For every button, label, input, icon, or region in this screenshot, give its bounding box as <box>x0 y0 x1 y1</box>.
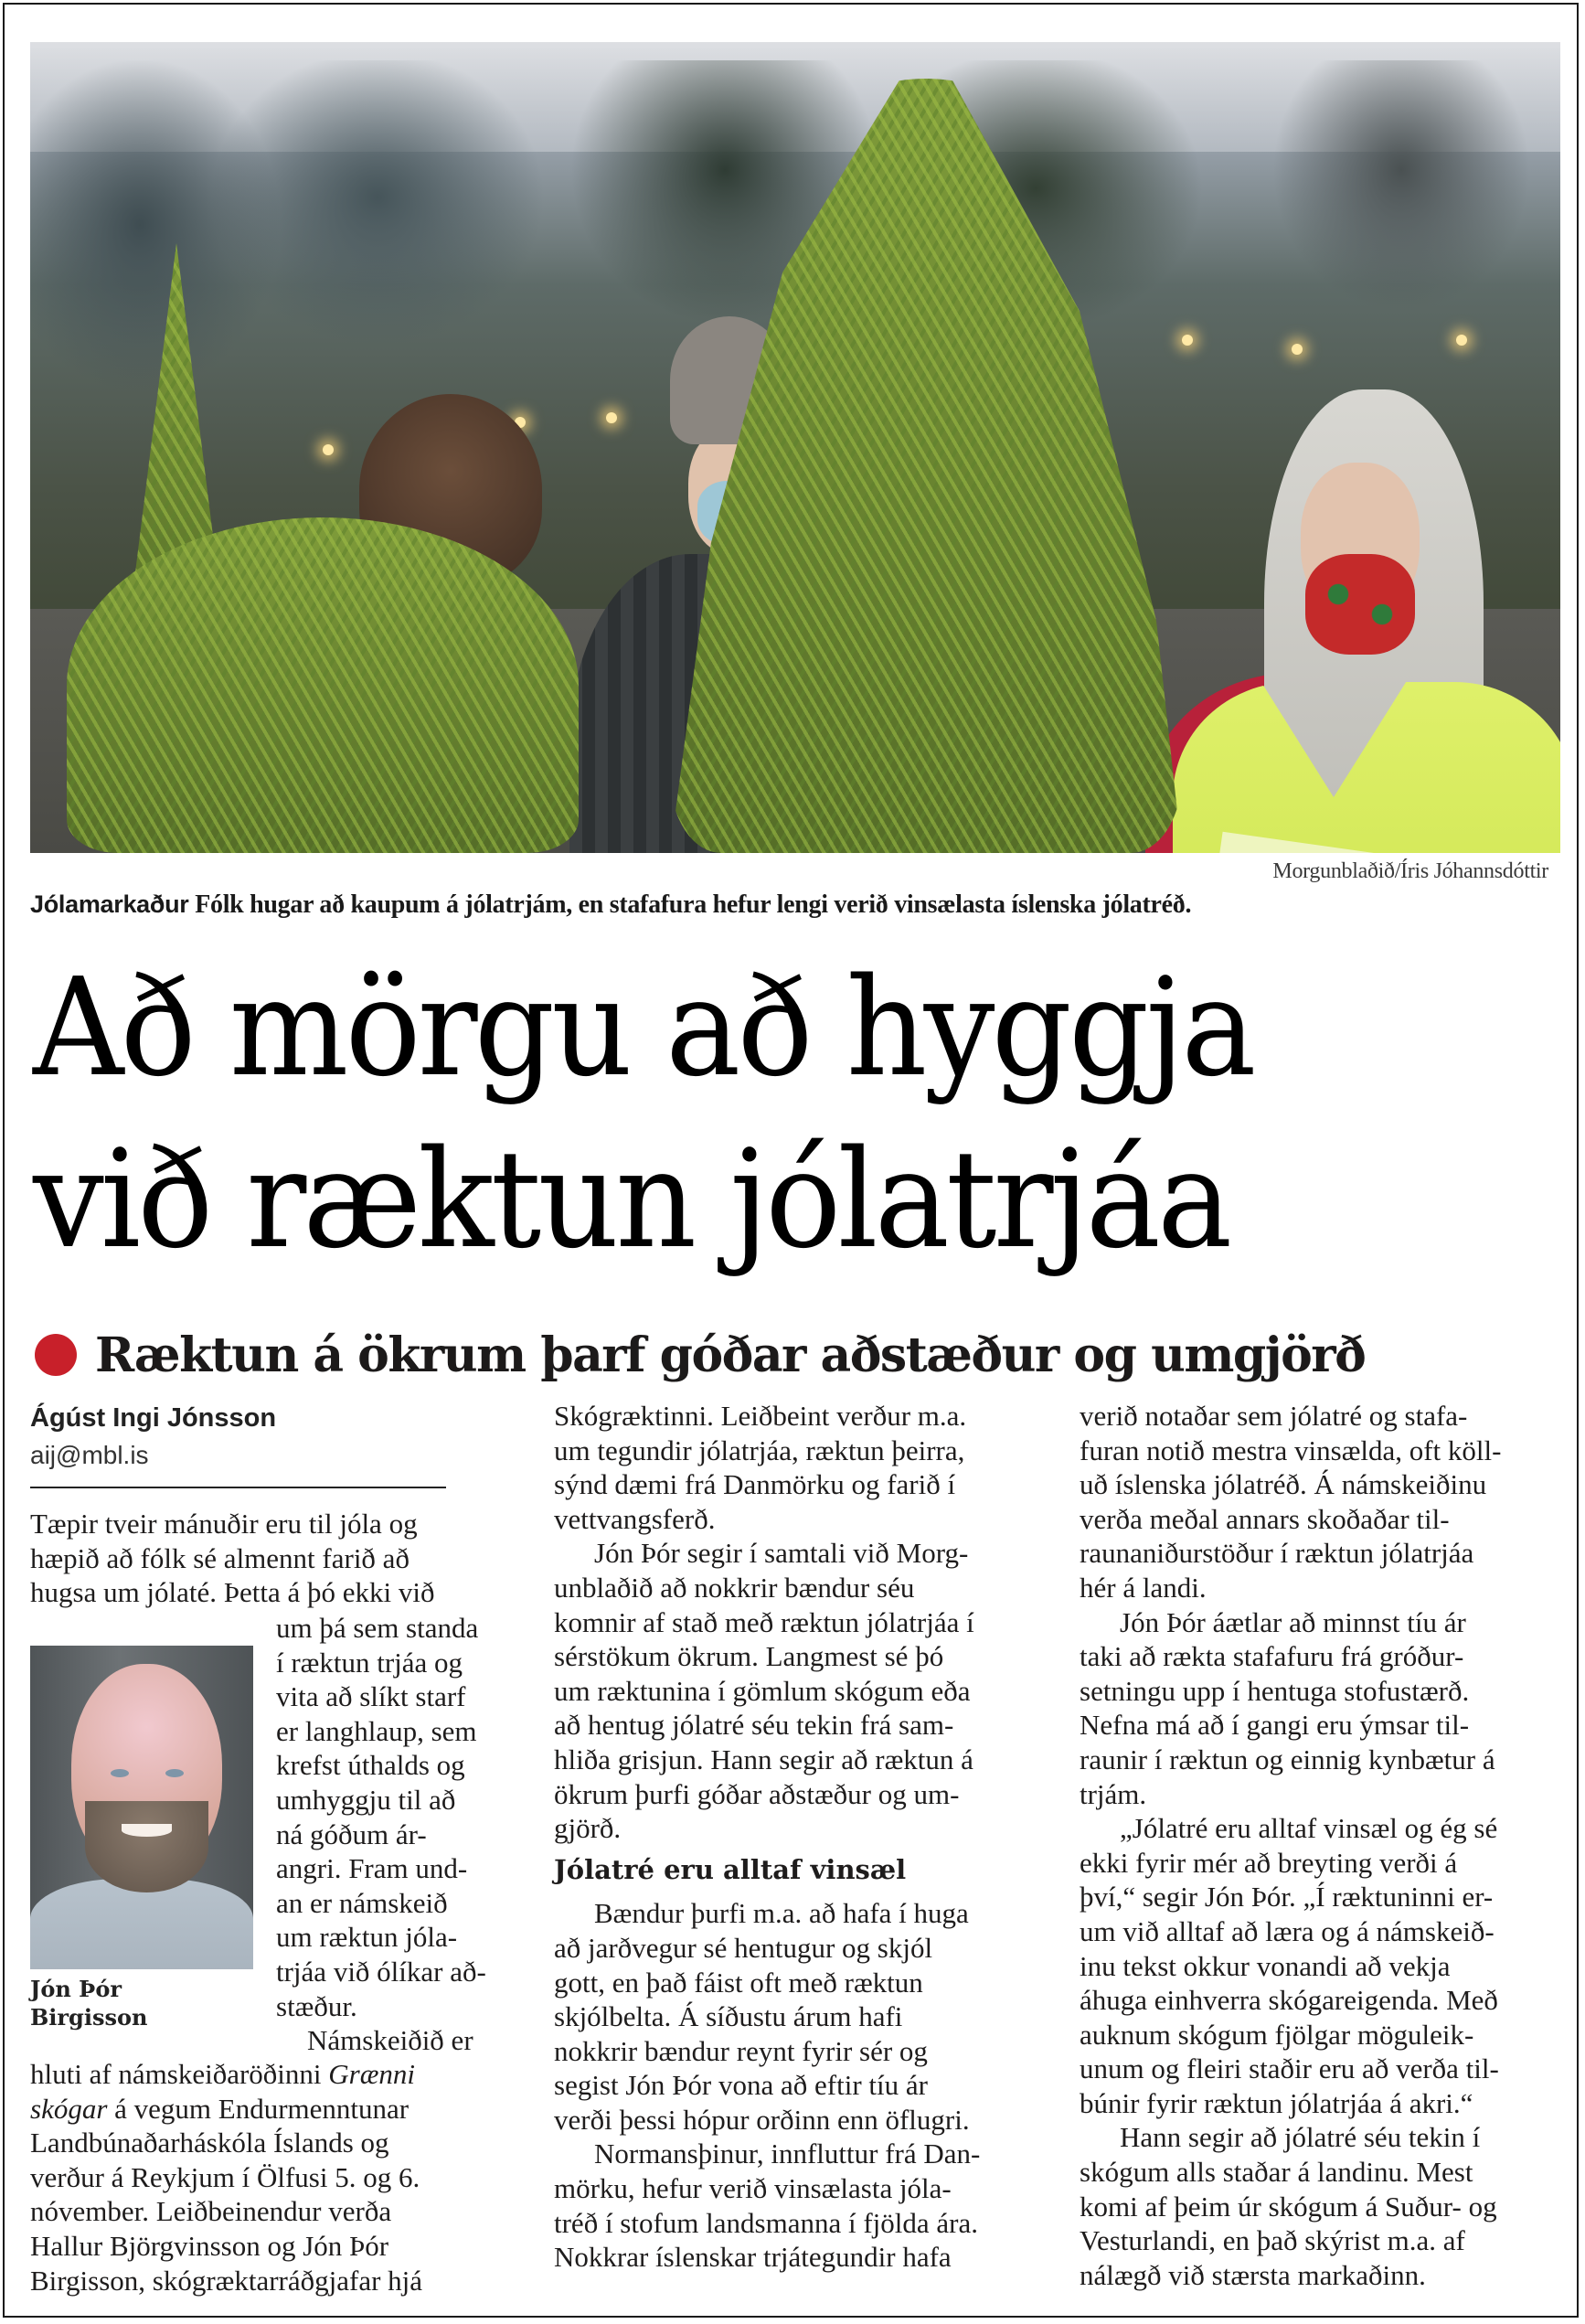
photo-caption <box>30 890 1566 920</box>
column-2 <box>554 1399 1048 2275</box>
text-line: Vesturlandi, en það skýrist m.a. af <box>1080 2224 1465 2257</box>
portrait-photo <box>30 1646 253 1969</box>
text-line: krefst úthalds og <box>276 1749 465 1782</box>
text-line: komi af þeim úr skógum á Suður- og <box>1080 2190 1497 2223</box>
text-line: því,“ segir Jón Þór. „Í ræktuninni er- <box>1080 1881 1494 1914</box>
pine-tree-left <box>67 517 579 853</box>
person-right-mask <box>1305 554 1415 655</box>
portrait-name-line-1: Jón Þór <box>30 1976 122 2002</box>
text-line <box>30 2092 505 2127</box>
text-line: um ræktun jóla- <box>276 1921 458 1954</box>
text-line: stæður. <box>276 1989 357 2022</box>
text-line: Hallur Björgvinsson og Jón Þór <box>30 2229 389 2262</box>
text-line: verið notaðar sem jólatré og stafa- <box>1080 1400 1468 1432</box>
text-line: sýnd dæmi frá Danmörku og farið í <box>554 1468 956 1501</box>
text-line: trjám. <box>1080 1777 1147 1810</box>
text-line: að hentug jólatré séu tekin frá sam- <box>554 1709 954 1742</box>
text-line: ekki fyrir mér að breyting verði á <box>1080 1846 1458 1879</box>
text-line: er langhlaup, sem <box>276 1714 477 1747</box>
portrait-eye-right <box>165 1769 184 1777</box>
text-line: Nefna má að í gangi eru ýmsar til- <box>1080 1709 1470 1742</box>
text-line: furan notið mestra vinsælda, oft köll- <box>1080 1434 1502 1466</box>
column-3 <box>1080 1399 1564 2292</box>
text-line: segist Jón Þór vona að eftir tíu ár <box>554 2069 928 2102</box>
text-line: sérstökum ökrum. Langmest sé þó <box>554 1640 944 1673</box>
text-line: inu tekst okkur vonandi að vekja <box>1080 1949 1451 1982</box>
text-line: hliða grisjun. Hann segir að ræktun á <box>554 1743 973 1775</box>
text-line: komnir af stað með ræktun jólatrjáa í <box>554 1605 974 1638</box>
text-span: hluti af námskeiðaröðinni <box>30 2058 329 2090</box>
text-line: an er námskeið <box>276 1886 448 1919</box>
text-line: unblaðið að nokkrir bændur séu <box>554 1571 915 1604</box>
text-line: Birgisson, skógræktarráðgjafar hjá <box>30 2264 423 2297</box>
subheadline-text: Ræktun á ökrum þarf góðar aðstæður og umgjörð <box>95 1327 1366 1383</box>
byline-email[interactable]: aij@mbl.is <box>30 1441 149 1469</box>
text-line: um ræktunina í gömlum skógum eða <box>554 1674 971 1707</box>
text-line: vettvangsferð. <box>554 1502 716 1535</box>
portrait-caption <box>30 1975 147 2031</box>
section-subheading: Jólatré eru alltaf vinsæl <box>554 1853 907 1885</box>
text-line: trjáa við ólíkar að- <box>276 1955 486 1988</box>
text-line: umhyggju til að <box>276 1783 456 1816</box>
text-line: búnir fyrir ræktun jólatrjáa á akri.“ <box>1080 2086 1473 2119</box>
text-line <box>30 2057 505 2092</box>
text-line: verði þessi hópur orðinn enn öflugri. <box>554 2103 970 2136</box>
text-line: áhuga einhverra skógareigenda. Með <box>1080 1984 1498 2017</box>
caption-text: Fólk hugar að kaupum á jólatrjám, en stafafura hefur lengi verið vinsælasta íslenska jólatréð. <box>195 890 1192 919</box>
text-line: hæpið að fólk sé almennt farið að <box>30 1541 410 1574</box>
column-1-continued <box>30 2057 505 2297</box>
caption-kicker: Jólamarkaður <box>30 890 189 918</box>
text-line: nokkrir bændur reynt fyrir sér og <box>554 2034 928 2067</box>
text-line: Hann segir að jólatré séu tekin í <box>1120 2121 1481 2154</box>
text-line: um við alltaf að læra og á námskeið- <box>1080 1914 1495 1947</box>
text-line: vita að slíkt starf <box>276 1680 466 1713</box>
text-line: Landbúnaðarháskóla Íslands og <box>30 2127 389 2159</box>
series-title-italic: Grænni <box>328 2058 416 2090</box>
text-line: um tegundir jólatrjáa, ræktun þeirra, <box>554 1434 965 1466</box>
text-line: hér á landi. <box>1080 1571 1207 1604</box>
series-title-italic: skógar <box>30 2092 108 2125</box>
text-line: setningu upp í hentuga stofustærð. <box>1080 1674 1470 1707</box>
column-1-wrap <box>276 1611 514 2058</box>
main-photo <box>30 42 1560 853</box>
headline <box>33 942 1461 1285</box>
portrait-eye-left <box>111 1769 129 1777</box>
text-line: skógum alls staðar á landinu. Mest <box>1080 2156 1473 2189</box>
text-line: Jón Þór áætlar að minnst tíu ár <box>1120 1605 1466 1638</box>
text-line: hugsa um jólaté. Þetta á þó ekki við <box>30 1576 435 1609</box>
text-line: Nokkrar íslenskar trjátegundir hafa <box>554 2241 952 2274</box>
text-line: „Jólatré eru alltaf vinsæl og ég sé <box>1120 1812 1498 1845</box>
text-line: gjörð. <box>554 1812 622 1845</box>
text-line: raunaniðurstöður í ræktun jólatrjáa <box>1080 1537 1474 1570</box>
photo-credit: Morgunblaðið/Íris Jóhannsdóttir <box>1272 859 1548 883</box>
headline-line-1: Að mörgu að hyggja <box>33 949 1253 1106</box>
text-line: í ræktun trjáa og <box>276 1646 463 1679</box>
text-line: Jón Þór segir í samtali við Morg- <box>594 1537 969 1570</box>
text-line: verður á Reykjum í Ölfusi 5. og 6. <box>30 2160 420 2193</box>
headline-line-2: við ræktun jólatrjáa <box>33 1121 1229 1278</box>
text-line: Skógræktinni. Leiðbeint verður m.a. <box>554 1400 967 1432</box>
text-line: tréð í stofum landsmanna í fjölda ára. <box>554 2206 979 2239</box>
portrait-name-line-2: Birgisson <box>30 2004 148 2031</box>
text-line: Námskeiðið er <box>307 2024 473 2057</box>
text-line: mörku, hefur verið vinsælasta jóla- <box>554 2172 952 2205</box>
text-line: Bændur þurfi m.a. að hafa í huga <box>594 1897 969 1930</box>
text-line: nóvember. Leiðbeinendur verða <box>30 2195 392 2228</box>
byline-author: Ágúst Ingi Jónsson <box>30 1403 277 1433</box>
text-line: nálægð við stærsta markaðinn. <box>1080 2258 1426 2291</box>
text-line: raunir í ræktun og einnig kynbætur á <box>1080 1743 1495 1775</box>
text-line: að jarðvegur sé hentugur og skjól <box>554 1931 933 1964</box>
text-line: auknum skógum fjölgar möguleik- <box>1080 2018 1474 2051</box>
subheadline <box>35 1327 1365 1382</box>
text-line: ökrum þurfi góðar aðstæður og um- <box>554 1777 960 1810</box>
portrait-beard <box>85 1801 208 1892</box>
red-bullet-icon <box>35 1334 77 1376</box>
byline-divider <box>30 1487 446 1488</box>
text-line: skjólbelta. Á síðustu árum hafi <box>554 2000 903 2033</box>
text-line: verða meðal annars skoðaðar til- <box>1080 1502 1450 1535</box>
text-line: taki að rækta stafafuru frá gróður- <box>1080 1640 1464 1673</box>
text-line: Tæpir tveir mánuðir eru til jóla og <box>30 1508 418 1540</box>
text-span: á vegum Endurmenntunar <box>114 2092 410 2125</box>
text-line: gott, en það fáist oft með ræktun <box>554 1966 923 1999</box>
text-line: unum og fleiri staðir eru að verða til- <box>1080 2052 1499 2085</box>
text-line: ná góðum ár- <box>276 1818 427 1850</box>
text-line: uð íslenska jólatréð. Á námskeiðinu <box>1080 1468 1487 1501</box>
text-line: Normansþinur, innfluttur frá Dan- <box>594 2137 981 2170</box>
text-line: um þá sem standa <box>276 1612 479 1644</box>
text-line: angri. Fram und- <box>276 1852 468 1885</box>
column-1-intro <box>30 1507 505 1610</box>
portrait-smile <box>122 1824 172 1837</box>
